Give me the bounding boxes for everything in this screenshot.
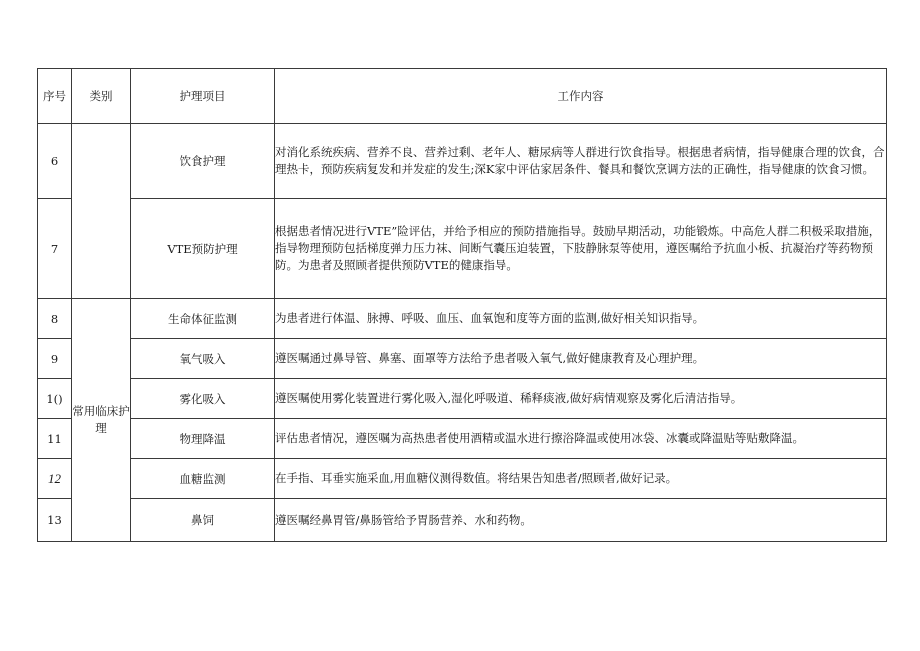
row-content: 遵医嘱经鼻胃管/鼻肠管给予胃肠营养、水和药物。	[275, 499, 887, 542]
header-row	[38, 69, 887, 124]
row-num: 7	[38, 199, 72, 299]
row-item: 生命体征监测	[131, 299, 275, 339]
table-row	[38, 124, 887, 199]
row-content: 评估患者情况，遵医嘱为高热患者使用酒精或温水进行擦浴降温或使用冰袋、冰囊或降温贴等贴敷降温。	[275, 419, 887, 459]
header-num: 序号	[38, 69, 72, 124]
row-item: 氧气吸入	[131, 339, 275, 379]
header-item: 护理项目	[131, 69, 275, 124]
header-content: 工作内容	[275, 69, 887, 124]
table-row	[38, 499, 887, 542]
row-content: 遵医嘱通过鼻导管、鼻塞、面罩等方法给予患者吸入氧气,做好健康教育及心理护理。	[275, 339, 887, 379]
care-items-table	[37, 68, 887, 542]
row-content: 遵医嘱使用雾化装置进行雾化吸入,湿化呼吸道、稀释痰液,做好病情观察及雾化后清洁指导。	[275, 379, 887, 419]
row-content: 为患者进行体温、脉搏、呼吸、血压、血氧饱和度等方面的监测,做好相关知识指导。	[275, 299, 887, 339]
row-item: VTE预防护理	[131, 199, 275, 299]
row-content: 在手指、耳垂实施采血,用血糖仪测得数值。将结果告知患者/照顾者,做好记录。	[275, 459, 887, 499]
row-item: 饮食护理	[131, 124, 275, 199]
table-row	[38, 459, 887, 499]
row-num: 13	[38, 499, 72, 542]
row-content: 对消化系统疾病、营养不良、营养过剩、老年人、糖尿病等人群进行饮食指导。根据患者病情，指导健康合理的饮食，合理热卡，预防疾病复发和并发症的发生;深K家中评估家居条件、餐具和餐饮烹调方法的正确性，指导健康的饮食习惯。	[275, 124, 887, 199]
row-item: 雾化吸入	[131, 379, 275, 419]
row-category: 常用临床护理	[72, 299, 131, 542]
row-num: 9	[38, 339, 72, 379]
row-num: 8	[38, 299, 72, 339]
table-row	[38, 299, 887, 339]
row-category-empty	[72, 124, 131, 299]
row-num: 11	[38, 419, 72, 459]
row-item: 物理降温	[131, 419, 275, 459]
table-row	[38, 199, 887, 299]
header-category: 类别	[72, 69, 131, 124]
row-num: 1()	[38, 379, 72, 419]
row-num: 12	[38, 459, 72, 499]
table-row	[38, 419, 887, 459]
row-num: 6	[38, 124, 72, 199]
table-row	[38, 379, 887, 419]
row-item: 血糖监测	[131, 459, 275, 499]
row-item: 鼻饲	[131, 499, 275, 542]
row-content: 根据患者情况进行VTE”险评估，并给予相应的预防措施指导。鼓励早期活动，功能锻炼。中高危人群二积极采取措施，指导物理预防包括梯度弹力压力袜、间断气囊压迫装置，下肢静脉泵等使用，遵医嘱给予抗血小板、抗凝治疗等药物预防。为患者及照顾者提供预防VTE的健康指导。	[275, 199, 887, 299]
table-row	[38, 339, 887, 379]
